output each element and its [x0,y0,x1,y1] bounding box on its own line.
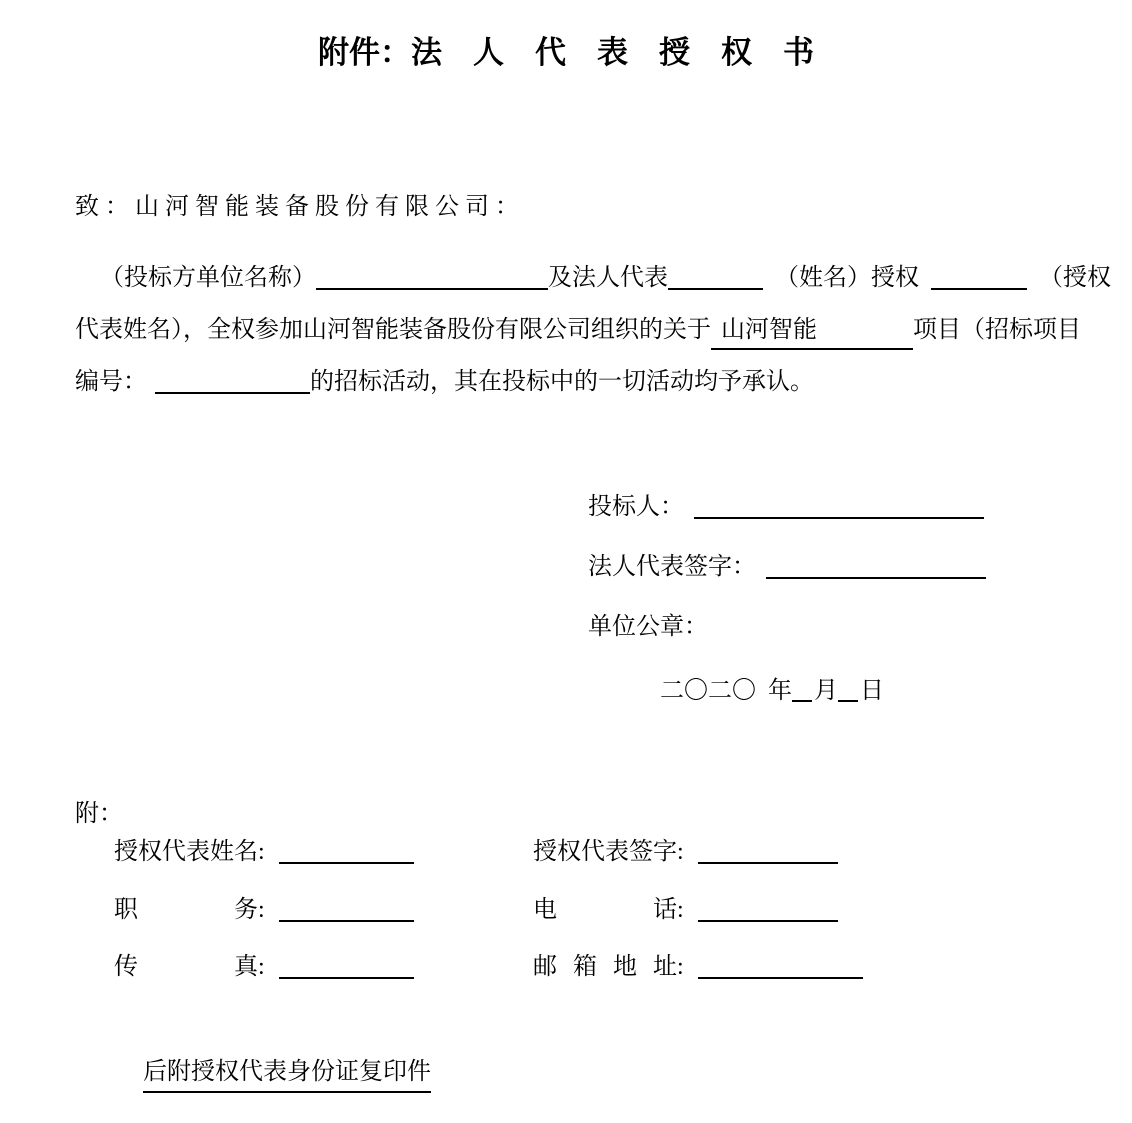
body-line-3 [75,364,814,400]
email-label: 邮箱地址 [533,954,677,980]
document-title [0,32,1132,74]
and-legal-rep-label: 及法人代表 [548,265,668,291]
blank-position [279,894,414,922]
blank-day [838,674,858,702]
date-month-unit: 月 [814,678,838,704]
rep-sign-label: 授权代表签字 [533,839,677,865]
attachment-heading: 附： [75,801,123,827]
title-main: 法人代表授权书 [411,35,845,70]
bidder-signature-row [588,490,984,524]
fax-colon: : [258,954,265,980]
legal-rep-sign-label: 法人代表签字： [588,554,756,580]
company-seal-label: 单位公章： [588,614,708,640]
position-label: 职务 [114,897,258,923]
blank-rep-name [279,836,414,864]
blank-phone [698,894,838,922]
body-line3-text: 的招标活动，其在投标中的一切活动均予承认。 [310,369,814,395]
blank-email [698,951,863,979]
attachment-row-2 [114,893,1054,927]
legal-rep-signature-row [588,550,986,584]
rep-name-colon: : [258,839,265,865]
phone-colon: : [677,897,684,923]
email-colon: : [677,954,684,980]
blank-bidder-unit-name [316,262,548,290]
date-day-unit: 日 [860,678,884,704]
bidder-unit-name-label: （投标方单位名称） [100,265,316,291]
rep-sign-colon: : [677,839,684,865]
date-year-unit: 年 [768,678,792,704]
attachment-row-3-right [533,950,863,984]
blank-tender-number [155,366,310,394]
position-colon: : [258,897,265,923]
tender-number-label: 编号： [75,369,147,395]
blank-bidder-signature [694,491,984,519]
date-line [660,674,884,708]
fax-label: 传真 [114,954,258,980]
attachment-row-2-right [533,893,838,927]
blank-fax [279,951,414,979]
blank-legal-rep-name [668,262,763,290]
blank-month [792,674,812,702]
date-year-text: 二〇二〇 [660,678,756,704]
name-authorize-label: （姓名）授权 [775,265,919,291]
salutation-line: 致：山河智能装备股份有限公司： [75,194,525,220]
rep-name-label: 授权代表姓名 [114,839,258,865]
blank-rep-signature [698,836,838,864]
attachment-row-1-right [533,835,838,869]
blank-legal-rep-signature [766,551,986,579]
authorized-rep-open-paren: （授权 [1039,265,1111,291]
fill-project-name: 山河智能 [711,312,913,350]
phone-label: 电话 [533,897,677,923]
title-prefix: 附件： [318,35,411,70]
body-line-1 [75,260,1111,296]
attachment-row-1 [114,835,1054,869]
attachment-row-3 [114,950,1054,984]
project-tender-label: 项目（招标项目 [913,317,1081,343]
id-copy-note: 后附授权代表身份证复印件 [143,1055,431,1093]
bidder-label: 投标人： [588,494,684,520]
body-line-2 [75,312,1081,350]
company-seal-row [588,610,708,644]
id-copy-note-row [143,1055,431,1093]
blank-authorized-rep-name [931,262,1027,290]
body-line2-text: 代表姓名），全权参加山河智能装备股份有限公司组织的关于 [75,317,711,343]
